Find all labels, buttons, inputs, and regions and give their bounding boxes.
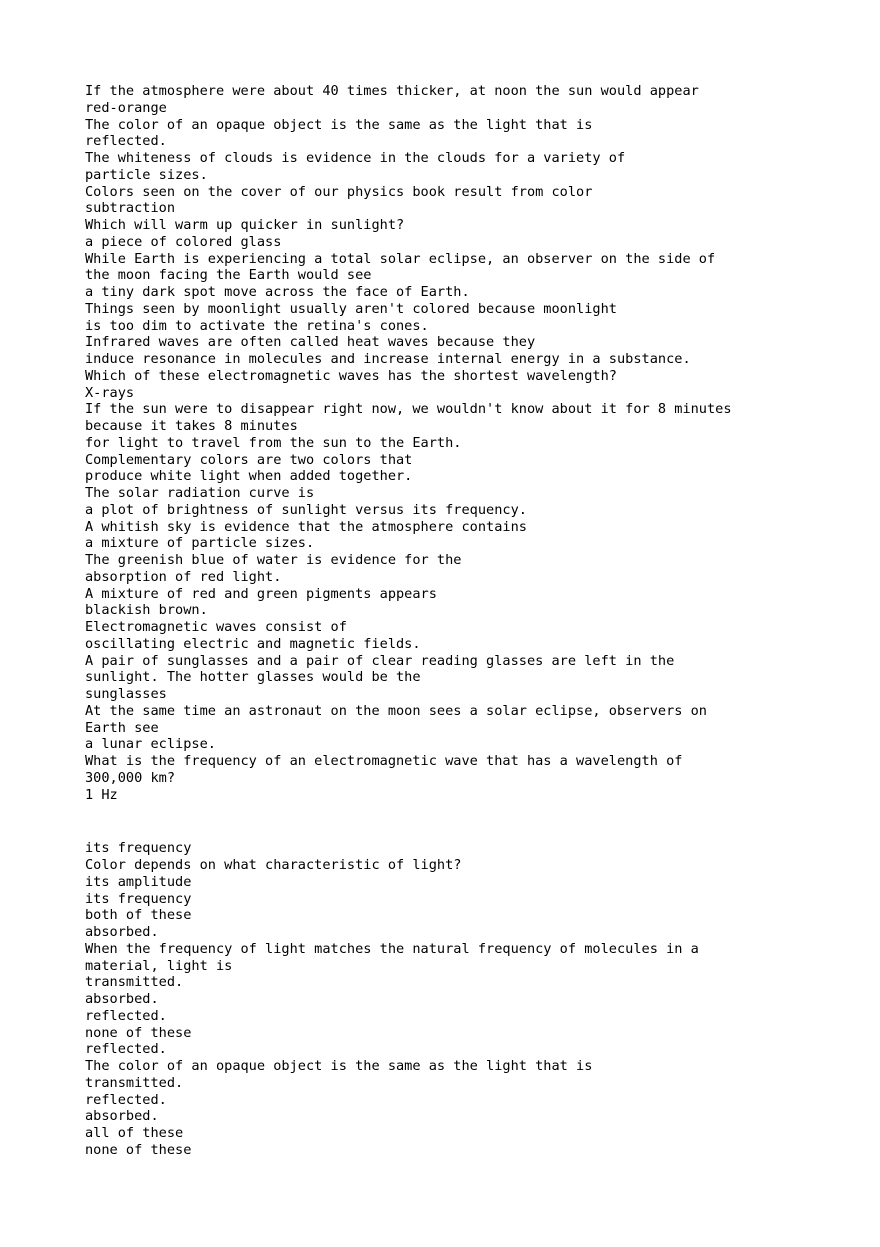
text-line: for light to travel from the sun to the Earth. bbox=[85, 434, 462, 451]
text-line: The greenish blue of water is evidence for the bbox=[85, 552, 462, 568]
text-line: 1 Hz bbox=[85, 786, 118, 803]
text-line: What is the frequency of an electromagnetic wave that has a wavelength of bbox=[85, 753, 683, 769]
text-line: its frequency bbox=[85, 890, 192, 907]
text-line: induce resonance in molecules and increase internal energy in a substance. bbox=[85, 351, 691, 367]
text-line: reflected. bbox=[85, 1091, 167, 1108]
text-line: a plot of brightness of sunlight versus its frequency. bbox=[85, 501, 527, 518]
text-line: absorbed. bbox=[85, 991, 159, 1007]
text-line: particle sizes. bbox=[85, 166, 208, 183]
text-line: The whiteness of clouds is evidence in the clouds for a variety of bbox=[85, 150, 626, 166]
text-line: The solar radiation curve is bbox=[85, 485, 315, 501]
text-line: both of these bbox=[85, 907, 192, 924]
text-line: A pair of sunglasses and a pair of clear reading glasses are left in the bbox=[85, 652, 675, 669]
text-line: its amplitude bbox=[85, 873, 192, 890]
text-line: red-orange bbox=[85, 99, 167, 116]
text-line: none of these bbox=[85, 1141, 192, 1158]
text-line: A mixture of red and green pigments appears bbox=[85, 585, 437, 602]
text-line: reflected. bbox=[85, 133, 167, 150]
text-line: The color of an opaque object is the same as the light that is bbox=[85, 1058, 593, 1074]
text-line: its frequency bbox=[85, 840, 192, 857]
text-line: absorbed. bbox=[85, 924, 159, 940]
text-line: subtraction bbox=[85, 200, 176, 217]
text-line: a lunar eclipse. bbox=[85, 736, 216, 753]
text-line: If the sun were to disappear right now, we wouldn't know about it for 8 minutes bbox=[85, 401, 732, 418]
text-line: Color depends on what characteristic of light? bbox=[85, 857, 462, 873]
text-line: sunglasses bbox=[85, 686, 167, 702]
text-line: a tiny dark spot move across the face of Earth. bbox=[85, 284, 470, 300]
text-line: because it takes 8 minutes bbox=[85, 418, 298, 434]
text-line: reflected. bbox=[85, 1007, 167, 1024]
text-line: absorption of red light. bbox=[85, 568, 282, 585]
text-line: Things seen by moonlight usually aren't colored because moonlight bbox=[85, 300, 617, 317]
text-line: When the frequency of light matches the natural frequency of molecules in a bbox=[85, 940, 699, 957]
text-line: A whitish sky is evidence that the atmosphere contains bbox=[85, 518, 527, 535]
text-line: a mixture of particle sizes. bbox=[85, 535, 315, 552]
text-line: While Earth is experiencing a total solar eclipse, an observer on the side of bbox=[85, 250, 716, 267]
text-line: produce white light when added together. bbox=[85, 468, 413, 485]
study-notes-block-one bbox=[85, 83, 865, 803]
text-line: 300,000 km? bbox=[85, 769, 176, 786]
text-line: material, light is bbox=[85, 957, 233, 974]
text-line: is too dim to activate the retina's cones. bbox=[85, 317, 429, 334]
text-line: At the same time an astronaut on the moon sees a solar eclipse, observers on bbox=[85, 702, 707, 719]
text-line: transmitted. bbox=[85, 974, 184, 991]
text-line: Which of these electromagnetic waves has the shortest wavelength? bbox=[85, 367, 617, 384]
text-line: blackish brown. bbox=[85, 602, 208, 619]
text-line: Infrared waves are often called heat waves because they bbox=[85, 334, 536, 351]
text-line: reflected. bbox=[85, 1041, 167, 1058]
text-line: oscillating electric and magnetic fields. bbox=[85, 635, 421, 652]
text-line: X-rays bbox=[85, 384, 135, 401]
text-line: Complementary colors are two colors that bbox=[85, 451, 413, 468]
text-line: The color of an opaque object is the same as the light that is bbox=[85, 116, 593, 133]
document-page bbox=[85, 83, 865, 1159]
text-line: Colors seen on the cover of our physics book result from color bbox=[85, 183, 593, 200]
text-line: all of these bbox=[85, 1125, 184, 1141]
text-line: sunlight. The hotter glasses would be the bbox=[85, 669, 421, 686]
text-line: the moon facing the Earth would see bbox=[85, 267, 372, 284]
text-line: If the atmosphere were about 40 times thicker, at noon the sun would appear bbox=[85, 83, 699, 99]
text-line: Electromagnetic waves consist of bbox=[85, 619, 347, 635]
blank-gap bbox=[85, 803, 865, 840]
study-notes-block-two bbox=[85, 840, 865, 1158]
text-line: none of these bbox=[85, 1024, 192, 1041]
text-line: Which will warm up quicker in sunlight? bbox=[85, 217, 405, 233]
text-line: absorbed. bbox=[85, 1108, 159, 1125]
text-line: a piece of colored glass bbox=[85, 233, 282, 250]
text-line: Earth see bbox=[85, 719, 159, 736]
text-line: transmitted. bbox=[85, 1074, 184, 1091]
